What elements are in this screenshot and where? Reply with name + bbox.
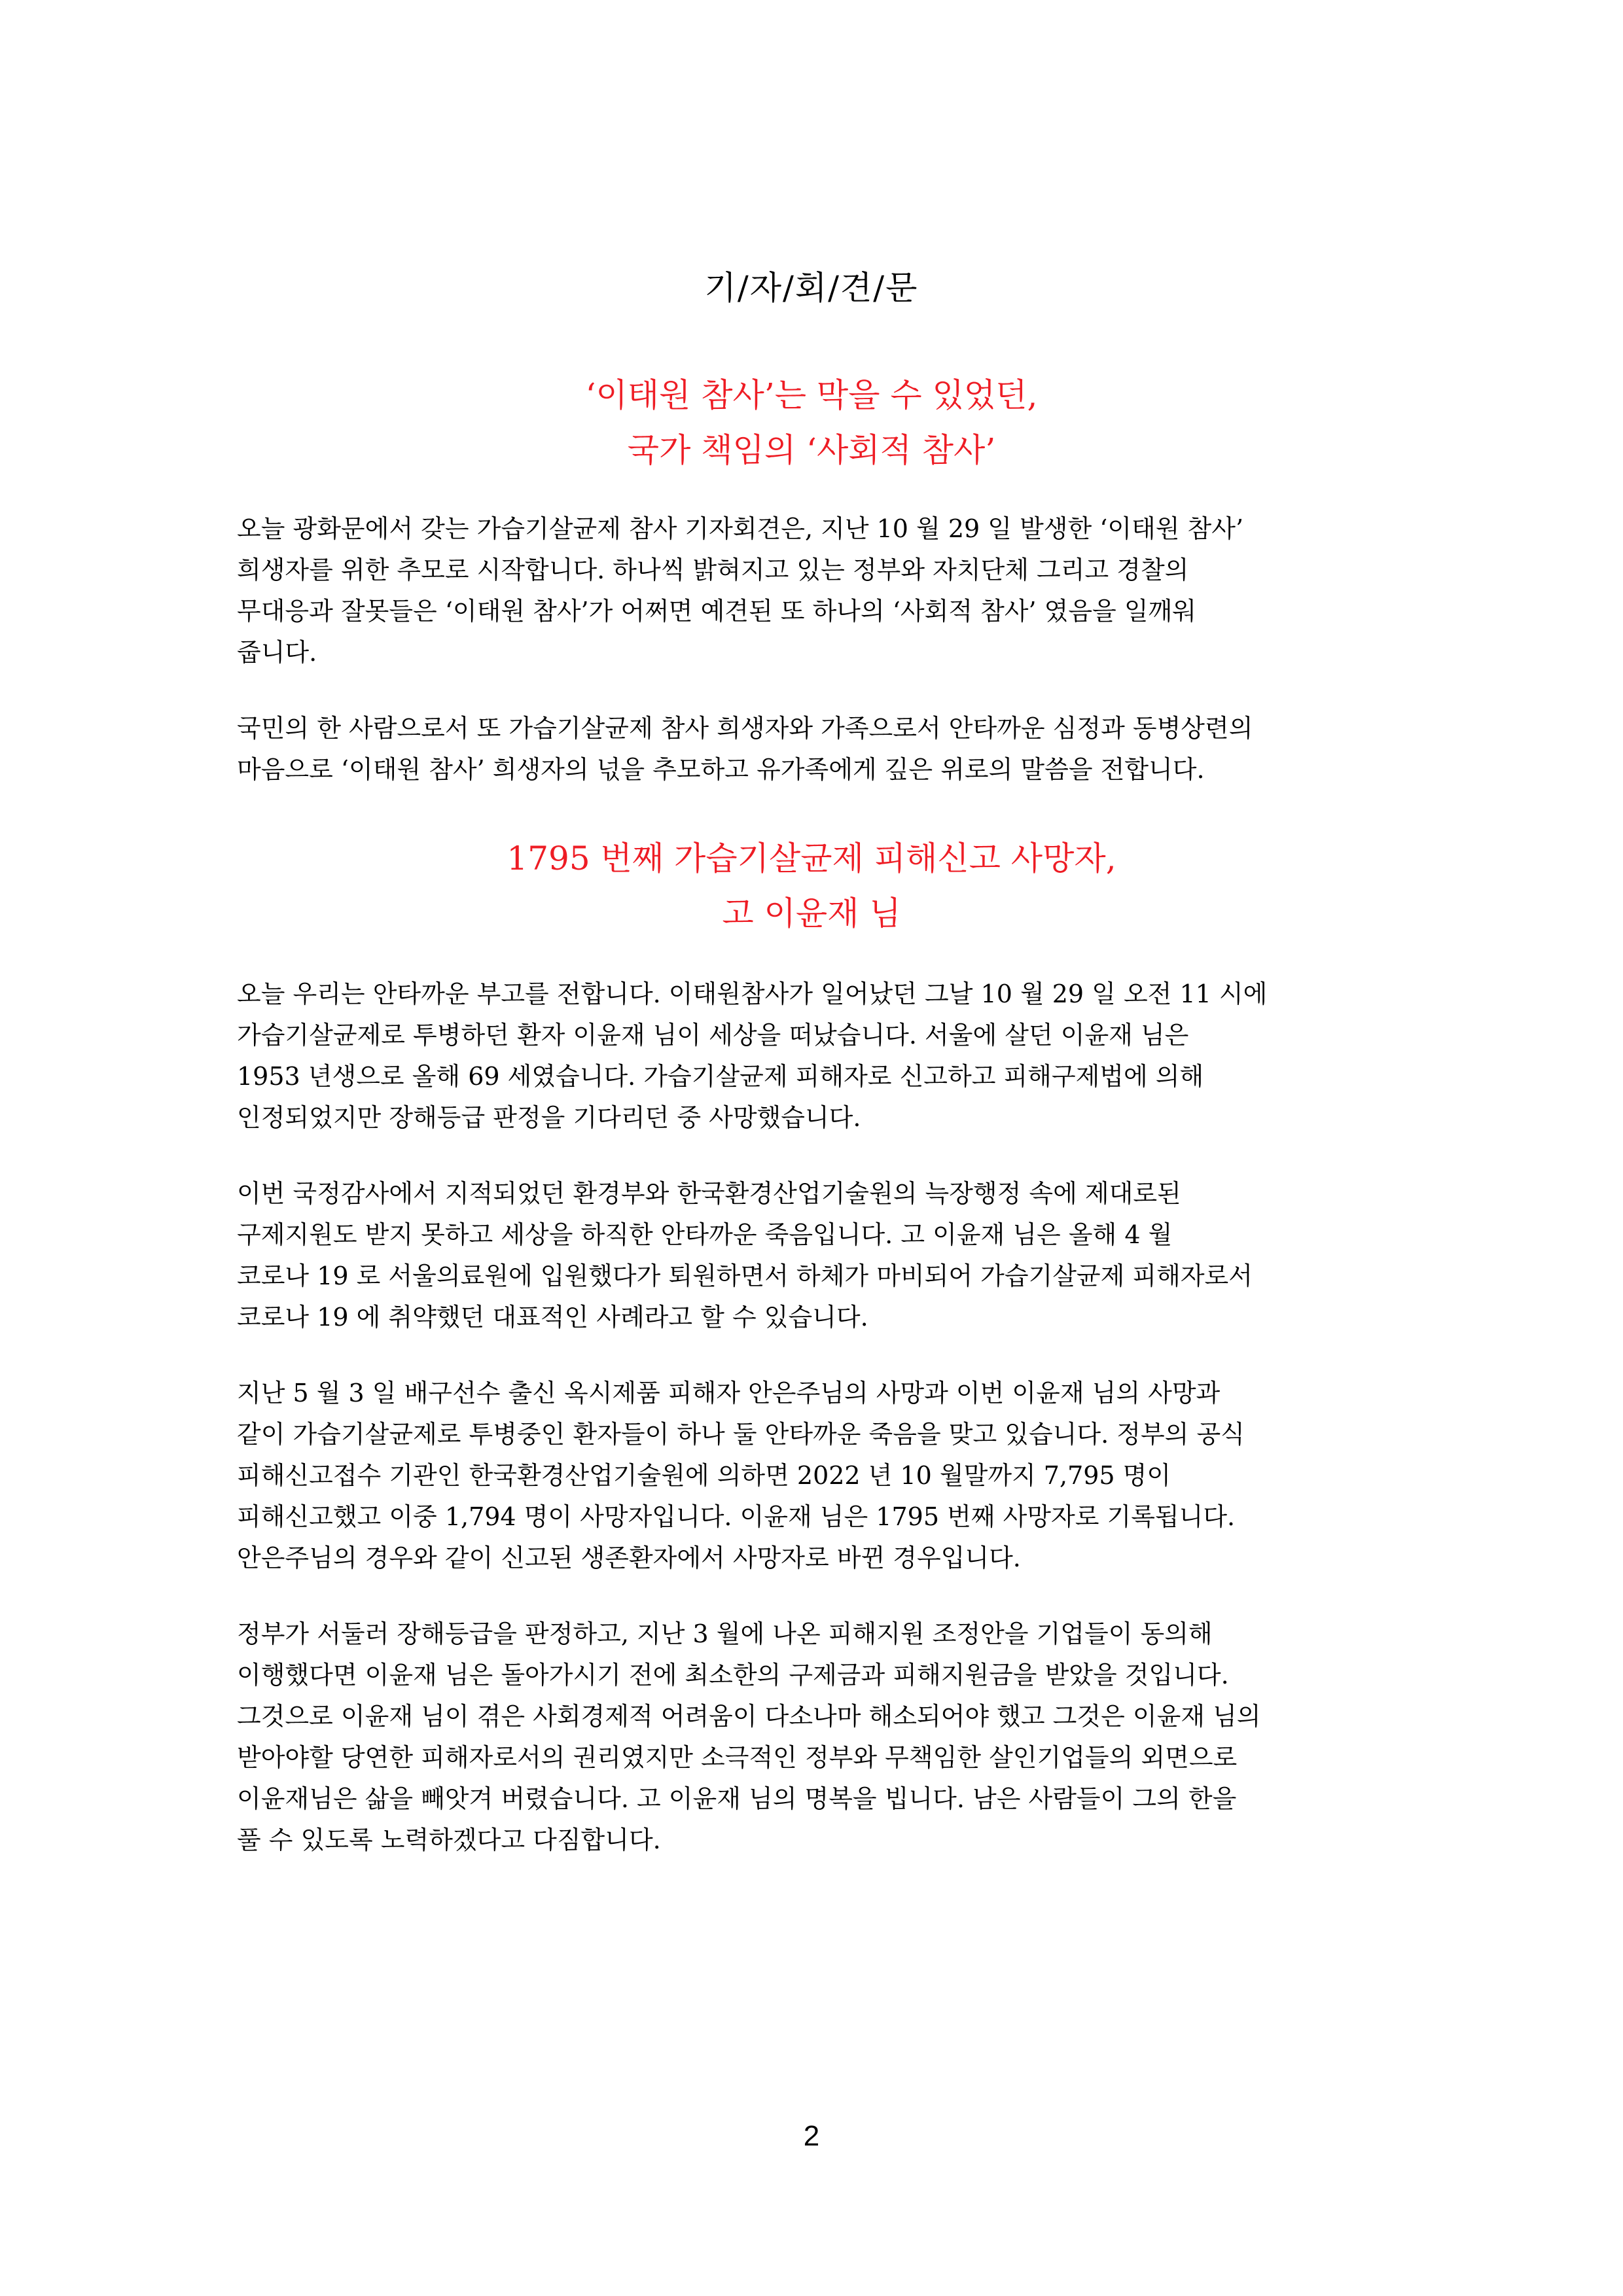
paragraph-obituary [237, 974, 1402, 1139]
text-line: 정부가 서둘러 장해등급을 판정하고, 지난 3 월에 나온 피해지원 조정안을 기업들이 동의해 [237, 1619, 1213, 1648]
headline-line: 국가 책임의 ‘사회적 참사’ [627, 431, 996, 469]
text-line: 1953 년생으로 올해 69 세였습니다. 가습기살균제 피해자로 신고하고 피해구제법에 의해 [237, 1062, 1204, 1091]
headline-line: 1795 번째 가습기살균제 피해신고 사망자, [507, 839, 1116, 877]
paragraph-statistics [237, 1373, 1402, 1579]
text-line: 그것으로 이윤재 님이 겪은 사회경제적 어려움이 다소나마 해소되어야 했고 그것은 이윤재 님의 [237, 1702, 1261, 1731]
text-line: 오늘 우리는 안타까운 부고를 전합니다. 이태원참사가 일어났던 그날 10 월 29 일 오전 11 시에 [237, 980, 1268, 1008]
text-line: 피해신고접수 기관인 한국환경산업기술원에 의하면 2022 년 10 월말까지 7,795 명이 [237, 1461, 1171, 1490]
text-line: 이행했다면 이윤재 님은 돌아가시기 전에 최소한의 구제금과 피해지원금을 받았을 것입니다. [237, 1661, 1229, 1689]
page-number: 2 [803, 2120, 820, 2152]
text-line: 국민의 한 사람으로서 또 가습기살균제 참사 희생자와 가족으로서 안타까운 심정과 동병상련의 [237, 714, 1253, 743]
text-line: 안은주님의 경우와 같이 신고된 생존환자에서 사망자로 바뀐 경우입니다. [237, 1544, 1021, 1572]
text-line: 구제지원도 받지 못하고 세상을 하직한 안타까운 죽음입니다. 고 이윤재 님은 올해 4 월 [237, 1220, 1173, 1249]
headline-itaewon [0, 368, 1623, 478]
text-line: 인정되었지만 장해등급 판정을 기다리던 중 사망했습니다. [237, 1103, 861, 1132]
text-line: 지난 5 월 3 일 배구선수 출신 옥시제품 피해자 안은주님의 사망과 이번 이윤재 님의 사망과 [237, 1379, 1221, 1407]
text-line: 오늘 광화문에서 갖는 가습기살균제 참사 기자회견은, 지난 10 월 29 일 발생한 ‘이태원 참사’ [237, 514, 1244, 543]
text-line: 풀 수 있도록 노력하겠다고 다짐합니다. [237, 1826, 661, 1854]
text-line: 받아야할 당연한 피해자로서의 권리였지만 소극적인 정부와 무책임한 살인기업들의 외면으로 [237, 1743, 1238, 1772]
text-line: 이번 국정감사에서 지적되었던 환경부와 한국환경산업기술원의 늑장행정 속에 제대로된 [237, 1179, 1181, 1208]
headline-line: 고 이윤재 님 [722, 894, 901, 932]
paragraph-condolence [237, 708, 1402, 790]
paragraph-government-response [237, 1614, 1402, 1861]
text-line: 코로나 19 에 취약했던 대표적인 사례라고 할 수 있습니다. [237, 1303, 868, 1332]
headline-line: ‘이태원 참사’는 막을 수 있었던, [585, 376, 1038, 414]
text-line: 같이 가습기살균제로 투병중인 환자들이 하나 둘 안타까운 죽음을 맞고 있습니다. 정부의 공식 [237, 1420, 1245, 1449]
text-line: 피해신고했고 이중 1,794 명이 사망자입니다. 이윤재 님은 1795 번째 사망자로 기록됩니다. [237, 1502, 1236, 1531]
document-title: 기/자/회/견/문 [704, 269, 919, 307]
paragraph-memorial-intro [237, 508, 1402, 673]
headline-victim [0, 831, 1623, 941]
text-line: 가습기살균제로 투병하던 환자 이윤재 님이 세상을 떠났습니다. 서울에 살던 이윤재 님은 [237, 1021, 1189, 1050]
text-line: 희생자를 위한 추모로 시작합니다. 하나씩 밝혀지고 있는 정부와 자치단체 그리고 경찰의 [237, 556, 1189, 584]
text-line: 코로나 19 로 서울의료원에 입원했다가 퇴원하면서 하체가 마비되어 가습기살균제 피해자로서 [237, 1262, 1253, 1290]
text-line: 줍니다. [237, 638, 317, 667]
text-line: 마음으로 ‘이태원 참사’ 희생자의 넋을 추모하고 유가족에게 깊은 위로의 말씀을 전합니다. [237, 755, 1205, 784]
paragraph-audit [237, 1173, 1402, 1338]
text-line: 이윤재님은 삶을 빼앗겨 버렸습니다. 고 이윤재 님의 명복을 빕니다. 남은 사람들이 그의 한을 [237, 1784, 1237, 1813]
text-line: 무대응과 잘못들은 ‘이태원 참사’가 어쩌면 예견된 또 하나의 ‘사회적 참사’ 였음을 일깨워 [237, 597, 1196, 626]
